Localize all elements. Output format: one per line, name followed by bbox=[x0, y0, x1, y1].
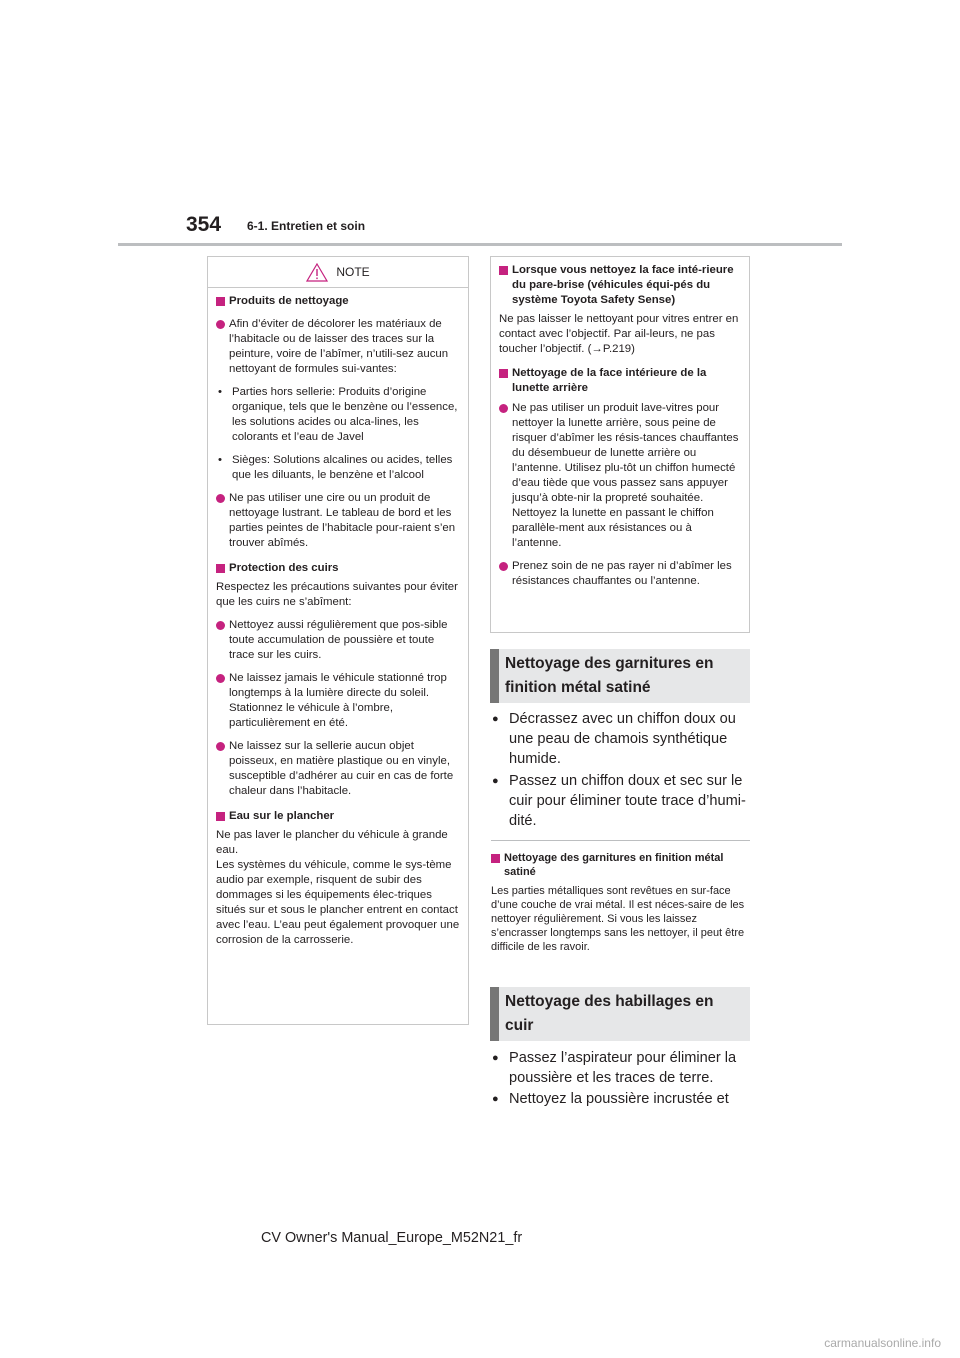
round-bullet-icon: ● bbox=[492, 1093, 499, 1105]
note-paragraph: Ne pas laver le plancher du véhicule à grande eau. bbox=[216, 829, 448, 856]
watermark[interactable]: carmanualsonline.info bbox=[824, 1336, 941, 1350]
list-item: Nettoyez aussi régulièrement que pos-sible toute accumulation de poussière et toute trace sur les cuirs. bbox=[216, 618, 461, 663]
section-heading-satin: Nettoyage des garnitures en finition métal satiné bbox=[490, 649, 750, 703]
divider bbox=[491, 840, 750, 841]
list-item: Prenez soin de ne pas rayer ni d’abîmer les résistances chauffantes ou l’antenne. bbox=[499, 559, 742, 589]
round-bullet-icon bbox=[216, 674, 225, 683]
round-bullet-icon: ● bbox=[492, 1052, 499, 1064]
round-bullet-icon bbox=[499, 562, 508, 571]
list-item: Ne pas utiliser une cire ou un produit de nettoyage lustrant. Le tableau de bord et les parties peintes de l’habitacle pour-raient s’en trouver abîmés. bbox=[216, 491, 461, 551]
list-item: Afin d’éviter de décolorer les matériaux de l’habitacle ou de laisser des traces sur la peinture, voire de l’abîmer, n’utili-sez aucun nettoyant de formules sui-vantes: bbox=[216, 317, 461, 377]
note-heading-leather: Protection des cuirs bbox=[216, 561, 461, 576]
round-bullet-icon: ● bbox=[492, 775, 499, 787]
note-heading-rear-window: Nettoyage de la face intérieure de la lunette arrière bbox=[499, 366, 742, 396]
note-paragraph: Ne pas laisser le nettoyant pour vitres entrer en contact avec l’objectif. Par ail-leurs, ne pas toucher l’objectif. (→P.219) bbox=[499, 313, 739, 355]
header-rule bbox=[118, 243, 842, 246]
round-bullet-icon bbox=[216, 742, 225, 751]
info-paragraph: Les parties métalliques sont revêtues en sur-face d’une couche de vrai métal. Il est néces-saire de les nettoyer régulièrement. Si vous les laissez s’encrasser longtemps sans les nettoyer, il peut être difficile de les ravoir. bbox=[491, 885, 745, 953]
warning-triangle-icon bbox=[306, 263, 328, 282]
list-item: Ne laissez jamais le véhicule stationné trop longtemps à la lumière directe du soleil. Stationnez le véhicule à l’ombre, particulièrement en été. bbox=[216, 671, 461, 731]
list-item: Ne pas utiliser un produit lave-vitres pour nettoyer la lunette arrière, sous peine de risquer d’abîmer les résis-tances chauffantes du désembueur de lunette arrière ou l’antenne. Utilisez plu-tôt un chiffon humecté d’eau tiède que vous passez sans appuyer jusqu’à obte-nir la propreté souhaitée. Nettoyez la lunette en passant le chiffon parallèle-ment aux résistances ou à l’antenne. bbox=[499, 401, 742, 551]
note-heading-windshield: Lorsque vous nettoyez la face inté-rieure du pare-brise (véhicules équi-pés du système Toyota Safety Sense) bbox=[499, 263, 742, 308]
footer-text: CV Owner's Manual_Europe_M52N21_fr bbox=[261, 1230, 523, 1246]
section-title: 6-1. Entretien et soin bbox=[247, 219, 366, 233]
note-box bbox=[207, 256, 469, 1025]
page-number: 354 bbox=[186, 213, 222, 236]
list-item: ● Passez un chiffon doux et sec sur le cuir pour éliminer toute trace d’humi-dité. bbox=[492, 773, 746, 829]
round-bullet-icon: ● bbox=[492, 713, 499, 725]
list-item: ● Décrassez avec un chiffon doux ou une peau de chamois synthétique humide. bbox=[492, 711, 736, 767]
round-bullet-icon bbox=[216, 494, 225, 503]
note-label: NOTE bbox=[336, 265, 370, 279]
note-paragraph: Les systèmes du véhicule, comme le sys-tème audio par exemple, risquent de subir des dommages si les équipements élec-triques situés sur et sous le plancher entrent en contact avec l’eau. L’eau peut également provoquer une corrosion de la carrosserie. bbox=[216, 859, 460, 946]
square-bullet-icon bbox=[216, 297, 225, 306]
list-item: ● Nettoyez la poussière incrustée et bbox=[492, 1091, 729, 1107]
info-heading: Nettoyage des garnitures en finition métal satiné bbox=[491, 851, 753, 879]
list-item: Ne laissez sur la sellerie aucun objet poisseux, en matière plastique ou en vinyle, susceptible d’adhérer au cuir en cas de forte chaleur dans l’habitacle. bbox=[216, 739, 461, 799]
round-bullet-icon bbox=[499, 404, 508, 413]
square-bullet-icon bbox=[499, 369, 508, 378]
square-bullet-icon bbox=[491, 854, 500, 863]
note-heading-products: Produits de nettoyage bbox=[216, 294, 461, 309]
sub-list-item: • Parties hors sellerie: Produits d’origine organique, tels que le benzène ou l’essence, les solutions acides ou alca-lines, les colorants et l’eau de Javel bbox=[218, 386, 458, 443]
note-header bbox=[208, 257, 468, 288]
square-bullet-icon bbox=[216, 564, 225, 573]
note-paragraph: Respectez les précautions suivantes pour éviter que les cuirs ne s’abîment: bbox=[216, 581, 458, 608]
sub-list-item: • Sièges: Solutions alcalines ou acides, telles que les diluants, le benzène et l’alcool bbox=[218, 454, 453, 481]
section-heading-leather: Nettoyage des habillages en cuir bbox=[490, 987, 750, 1041]
satin-info bbox=[491, 851, 753, 954]
right-note-box bbox=[490, 256, 750, 633]
square-bullet-icon bbox=[499, 266, 508, 275]
list-item: ● Passez l’aspirateur pour éliminer la poussière et les traces de terre. bbox=[492, 1050, 737, 1086]
square-bullet-icon bbox=[216, 812, 225, 821]
note-heading-floor: Eau sur le plancher bbox=[216, 809, 461, 824]
round-bullet-icon bbox=[216, 621, 225, 630]
round-bullet-icon bbox=[216, 320, 225, 329]
